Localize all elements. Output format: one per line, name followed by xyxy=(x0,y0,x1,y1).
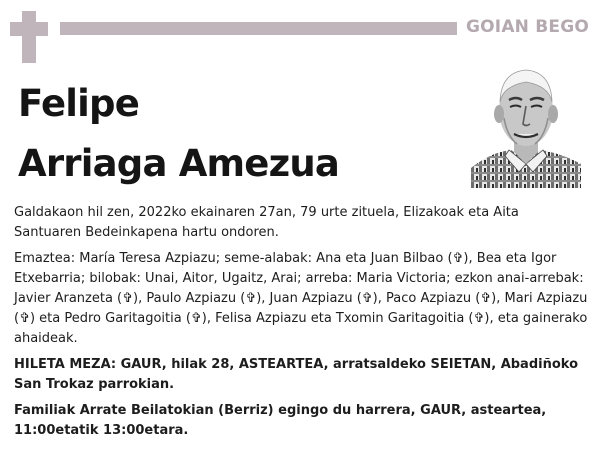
section-tag: GOIAN BEGO xyxy=(466,17,590,37)
obituary-body xyxy=(14,203,589,447)
cross-icon xyxy=(10,11,48,63)
cross-horizontal-bar xyxy=(10,22,48,36)
deceased-surnames: Arriaga Amezua xyxy=(18,142,340,185)
death-notice-paragraph: Galdakaon hil zen, 2022ko ekainaren 27an, 79 urte zituela, Elizakoak eta Aita Santuaren Bedeinkapena hartu ondoren. xyxy=(14,205,519,240)
deceased-first-name: Felipe xyxy=(18,82,140,125)
portrait-photo xyxy=(471,60,581,188)
relatives-paragraph: Emaztea: María Teresa Azpiazu; seme-alabak: Ana eta Juan Bilbao (✞), Bea eta Igor Etxebarria; bilobak: Unai, Aitor, Ugaitz, Arai; arreba: Maria Victoria; ezkon anai-arrebak: Javier Aranzeta (✞), Paulo Azpiazu (✞), Juan Azpiazu (✞), Paco Azpiazu (✞), Mari Azpiazu (✞) eta Pedro Garitagoitia (✞), Felisa Azpiazu eta Txomin Garitagoitia (✞), eta gainerako ahaideak. xyxy=(14,251,588,346)
header-rule xyxy=(60,22,457,35)
reception-paragraph: Familiak Arrate Beilatokian (Berriz) egingo du harrera, GAUR, asteartea, 11:00etatik 13:00etara. xyxy=(14,403,547,438)
cross-vertical-bar xyxy=(22,11,36,63)
funeral-mass-paragraph: HILETA MEZA: GAUR, hilak 28, ASTEARTEA, arratsaldeko SEIETAN, Abadiñoko San Trokaz parrokian. xyxy=(14,357,579,392)
